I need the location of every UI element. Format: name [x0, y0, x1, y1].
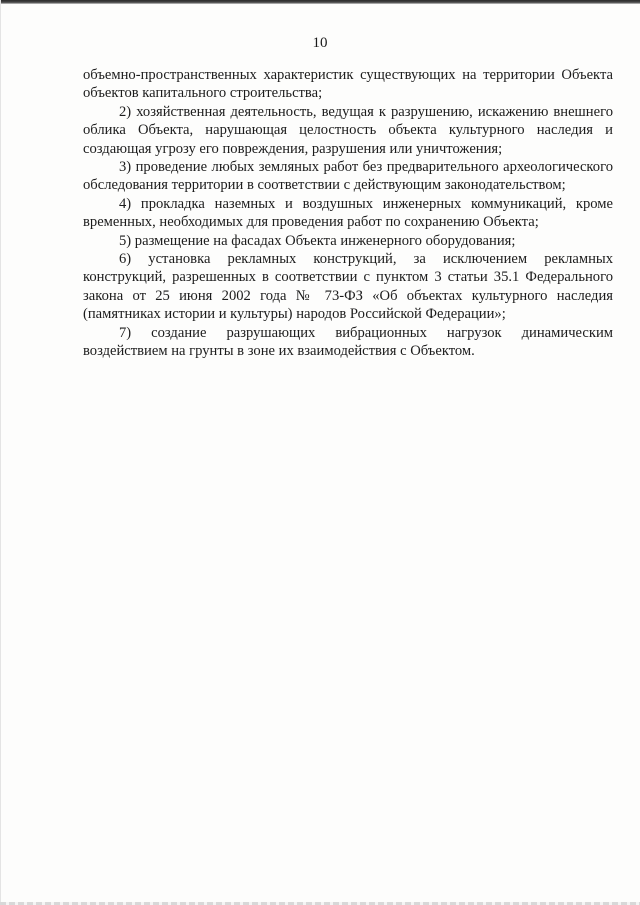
scan-top-edge — [0, 0, 640, 4]
paragraph-item-3: 3) проведение любых земляных работ без предварительного археологического обследования территории в соответствии с действующим законодательством; — [83, 159, 613, 194]
page-number: 10 — [312, 35, 328, 51]
paragraph-item-7: 7) создание разрушающих вибрационных нагрузок динамическим воздействием на грунты в зоне их взаимодействия с Объектом. — [83, 324, 613, 360]
document-body — [83, 66, 613, 361]
paragraph-item-6: 6) установка рекламных конструкций, за исключением рекламных конструкций, разрешенных в соответствии с пунктом 3 статьи 35.1 Федерального закона от 25 июня 2002 года № 73-ФЗ «Об объектах культурного наследия (памятниках истории и культуры) народов Российской Федерации»; — [83, 251, 613, 323]
paragraph-item-5: 5) размещение на фасадах Объекта инженерного оборудования; — [119, 232, 516, 249]
paragraph-continuation: объемно-пространственных характеристик существующих на территории Объекта объектов капитального строительства; — [83, 67, 613, 102]
paragraph-item-4: 4) прокладка наземных и воздушных инженерных коммуникаций, кроме временных, необходимых для проведения работ по сохранению Объекта; — [83, 195, 613, 231]
scan-left-edge — [0, 0, 1, 905]
paragraph-item-2: 2) хозяйственная деятельность, ведущая к разрушению, искажению внешнего облика Объекта, нарушающая целостность объекта культурного наследия и создающая угрозу его повреждения, разрушения или уничтожения; — [83, 103, 613, 157]
